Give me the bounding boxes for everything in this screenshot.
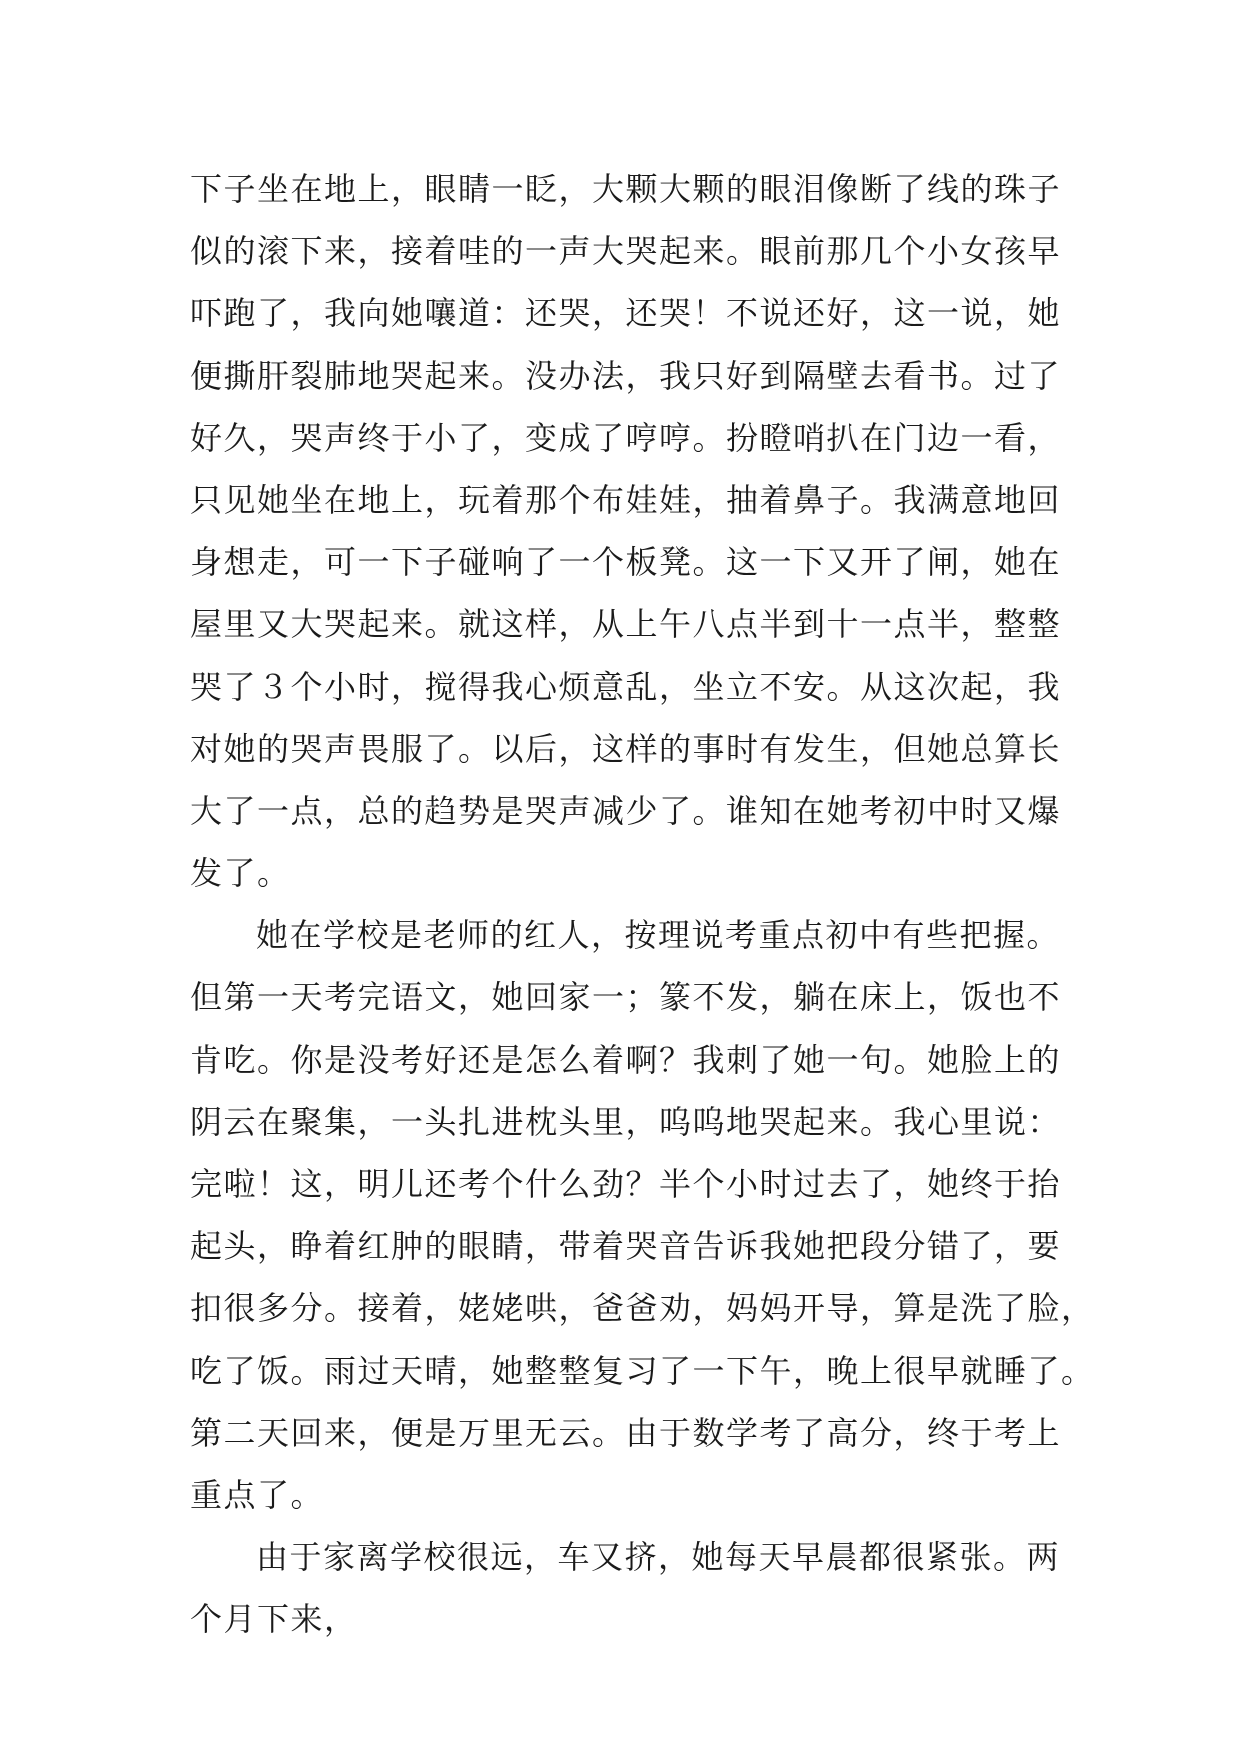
text-line: 吃了饭。雨过天晴，她整整复习了一下午，晚上很早就睡了。	[190, 1351, 1095, 1390]
text-line: 对她的哭声畏服了。以后，这样的事时有发生，但她总算长	[190, 729, 1062, 768]
text-line: 扣很多分。接着，姥姥哄，爸爸劝，妈妈开导，算是洗了脸，	[190, 1289, 1095, 1328]
text-line: 只见她坐在地上，玩着那个布娃娃，抽着鼻子。我满意地回	[190, 480, 1062, 519]
text-line: 阴云在聚集，一头扎进枕头里，呜呜地哭起来。我心里说：	[190, 1102, 1062, 1141]
text-line: 个月下来，	[190, 1600, 358, 1639]
text-line: 吓跑了，我向她嚷道：还哭，还哭！不说还好，这一说，她	[190, 294, 1062, 333]
body-text	[190, 158, 1095, 1651]
text-line: 身想走，可一下子碰响了一个板凳。这一下又开了闸，她在	[190, 543, 1062, 582]
text-line: 好久，哭声终于小了，变成了哼哼。扮瞪哨扒在门边一看，	[190, 418, 1062, 457]
paragraph-start-line: 她在学校是老师的红人，按理说考重点初中有些把握。	[256, 916, 1061, 955]
text-line: 大了一点，总的趋势是哭声减少了。谁知在她考初中时又爆	[190, 791, 1062, 830]
text-line: 重点了。	[190, 1475, 325, 1514]
text-line: 便撕肝裂肺地哭起来。没办法，我只好到隔壁去看书。过了	[190, 356, 1062, 395]
text-line: 肯吃。你是没考好还是怎么着啊？我刺了她一句。她脸上的	[190, 1040, 1062, 1079]
text-line: 哭了３个小时，搅得我心烦意乱，坐立不安。从这次起，我	[190, 667, 1062, 706]
text-line: 但第一天考完语文，她回家一；篆不发，躺在床上，饭也不	[190, 978, 1062, 1017]
text-line: 屋里又大哭起来。就这样，从上午八点半到十一点半，整整	[190, 605, 1062, 644]
text-line: 发了。	[190, 854, 291, 893]
text-line: 似的滚下来，接着哇的一声大哭起来。眼前那几个小女孩早	[190, 232, 1062, 271]
text-line: 起头，睁着红肿的眼睛，带着哭音告诉我她把段分错了，要	[190, 1227, 1062, 1266]
text-line: 完啦！这，明儿还考个什么劲？半个小时过去了，她终于抬	[190, 1165, 1062, 1203]
text-line: 第二天回来，便是万里无云。由于数学考了高分，终于考上	[190, 1413, 1062, 1452]
text-line: 下子坐在地上，眼睛一眨，大颗大颗的眼泪像断了线的珠子	[190, 170, 1062, 208]
paragraph-start-line: 由于家离学校很远，车又挤，她每天早晨都很紧张。两	[256, 1538, 1061, 1577]
